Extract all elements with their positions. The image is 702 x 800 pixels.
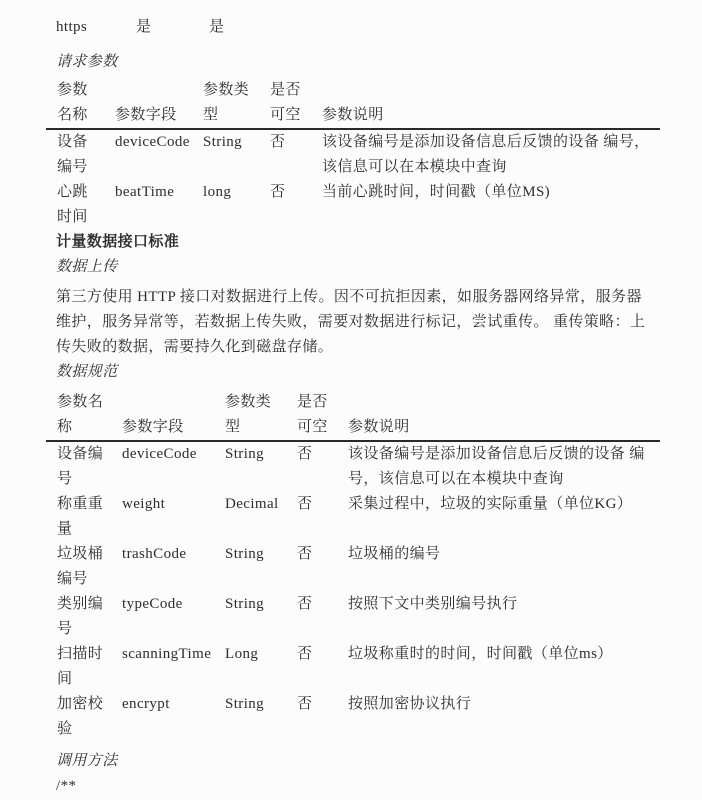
param-desc-cell: 该设备编号是添加设备信息后反馈的设备 编号，该信息可以在本模块中查询 xyxy=(322,134,650,175)
param-type-cell: String xyxy=(225,446,265,462)
param-desc-cell: 采集过程中，垃圾的实际重量（单位KG） xyxy=(348,496,633,512)
invoke-method-heading: 调用方法 xyxy=(56,753,118,769)
table-row xyxy=(46,592,660,642)
table-row xyxy=(46,130,660,180)
param-name-cell: 设备编号 xyxy=(57,446,104,487)
param-desc-cell: 垃圾称重时的时间，时间戳（单位ms） xyxy=(348,646,613,662)
nullable-cell: 否 xyxy=(297,696,313,712)
protocol-row xyxy=(56,15,660,40)
param-name-cell: 心跳时间 xyxy=(57,184,88,225)
metering-section-heading: 计量数据接口标准 xyxy=(56,234,180,250)
data-upload-heading: 数据上传 xyxy=(56,259,118,275)
data-spec-heading: 数据规范 xyxy=(56,364,118,380)
request-params-heading: 请求参数 xyxy=(56,54,118,70)
param-name-cell: 加密校验 xyxy=(57,696,104,737)
param-field-cell: trashCode xyxy=(122,546,187,562)
data-spec-table xyxy=(46,390,660,742)
param-name-cell: 类别编号 xyxy=(57,596,104,637)
nullable-cell: 否 xyxy=(297,496,313,512)
header-param-name: 参数名称 xyxy=(57,82,88,123)
param-field-cell: weight xyxy=(122,496,166,512)
param-desc-cell: 当前心跳时间，时间戳（单位MS) xyxy=(322,184,551,200)
nullable-cell: 否 xyxy=(297,646,313,662)
table-row xyxy=(46,180,660,230)
header-param-desc: 参数说明 xyxy=(348,419,410,435)
param-type-cell: Decimal xyxy=(225,496,279,512)
code-comment-open: /** xyxy=(56,778,77,794)
param-field-cell: beatTime xyxy=(115,184,175,200)
data-upload-paragraph: 第三方使用 HTTP 接口对数据进行上传。因不可抗拒因素，如服务器网络异常，服务器维护，服务异常等，若数据上传失败，需要对数据进行标记，尝试重传。 重传策略：上传失败的数据，需要持久化到磁盘存储。 xyxy=(56,289,646,355)
param-type-cell: String xyxy=(225,696,265,712)
param-field-cell: deviceCode xyxy=(115,134,190,150)
header-nullable: 是否可空 xyxy=(270,82,301,123)
param-name-cell: 垃圾桶编号 xyxy=(57,546,104,587)
param-name-cell: 称重重量 xyxy=(57,496,104,537)
param-field-cell: deviceCode xyxy=(122,446,197,462)
table-header-row xyxy=(46,390,660,442)
header-param-field: 参数字段 xyxy=(115,107,177,123)
request-params-table xyxy=(46,78,660,230)
param-field-cell: encrypt xyxy=(122,696,170,712)
param-name-cell: 扫描时间 xyxy=(57,646,104,687)
header-param-field: 参数字段 xyxy=(122,419,184,435)
header-param-name: 参数名称 xyxy=(57,394,104,435)
nullable-cell: 否 xyxy=(270,134,286,150)
table-row xyxy=(46,692,660,742)
param-type-cell: String xyxy=(225,546,265,562)
header-param-desc: 参数说明 xyxy=(322,107,384,123)
param-type-cell: String xyxy=(225,596,265,612)
table-row xyxy=(46,492,660,542)
header-param-type: 参数类型 xyxy=(225,394,272,435)
protocol-value: https xyxy=(56,19,88,35)
table-header-row xyxy=(46,78,660,130)
param-desc-cell: 垃圾桶的编号 xyxy=(348,546,441,562)
param-name-cell: 设备编号 xyxy=(57,134,88,175)
table-row xyxy=(46,442,660,492)
param-desc-cell: 按照加密协议执行 xyxy=(348,696,472,712)
param-type-cell: Long xyxy=(225,646,259,662)
nullable-cell: 否 xyxy=(297,546,313,562)
table-row xyxy=(46,642,660,692)
param-desc-cell: 按照下文中类别编号执行 xyxy=(348,596,518,612)
header-param-type: 参数类型 xyxy=(203,82,250,123)
param-field-cell: typeCode xyxy=(122,596,183,612)
header-nullable: 是否可空 xyxy=(297,394,328,435)
param-field-cell: scanningTime xyxy=(122,646,212,662)
param-type-cell: long xyxy=(203,184,232,200)
nullable-cell: 否 xyxy=(297,446,313,462)
param-type-cell: String xyxy=(203,134,243,150)
nullable-cell: 否 xyxy=(270,184,286,200)
param-desc-cell: 该设备编号是添加设备信息后反馈的设备 编号，该信息可以在本模块中查询 xyxy=(348,446,645,487)
table-row xyxy=(46,542,660,592)
protocol-flag-1: 是 xyxy=(136,19,152,35)
nullable-cell: 否 xyxy=(297,596,313,612)
protocol-flag-2: 是 xyxy=(209,19,225,35)
